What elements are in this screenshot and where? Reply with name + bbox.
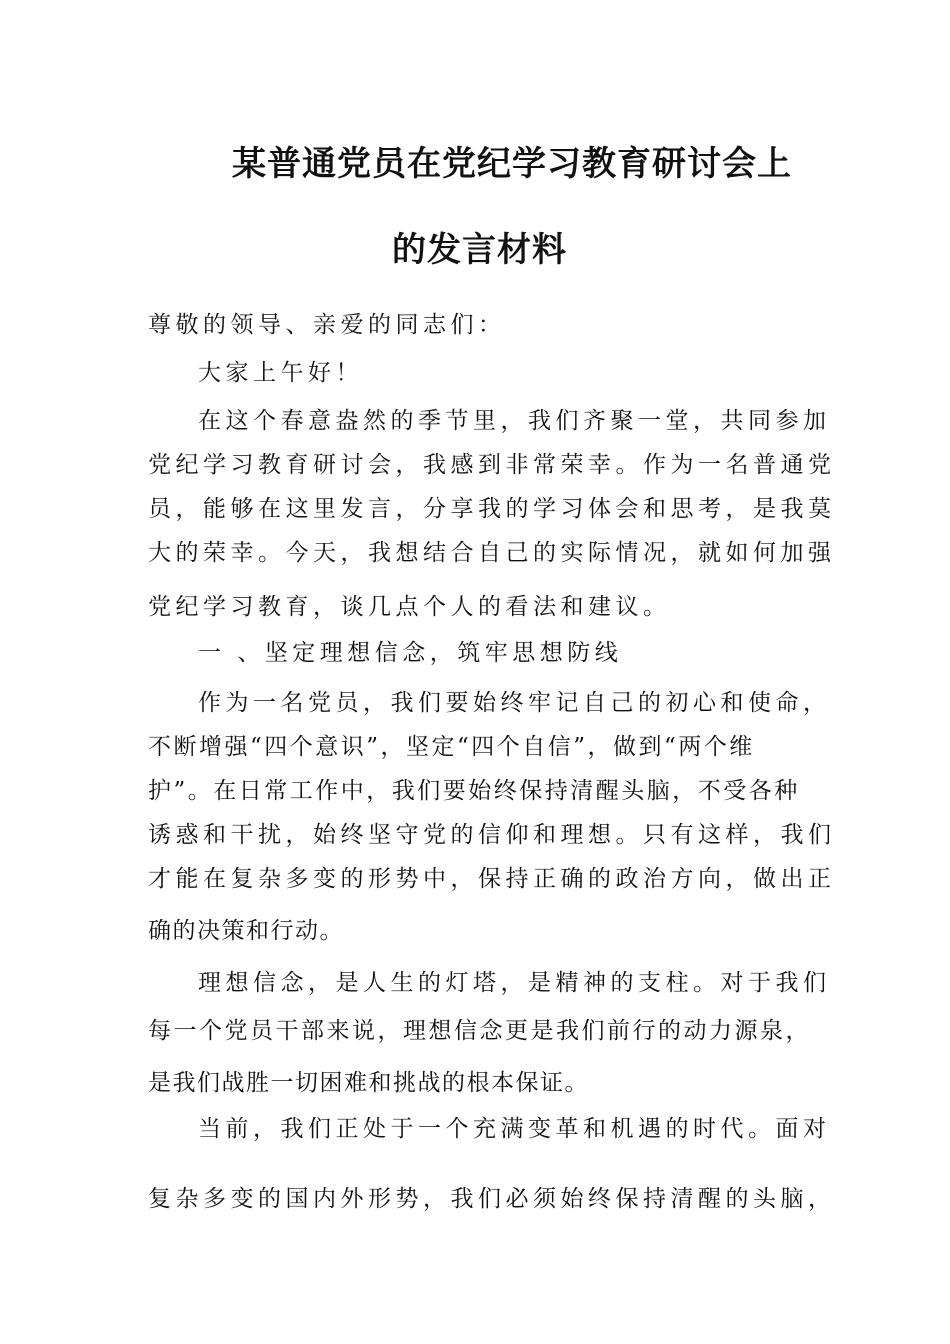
paragraph-line: 在这个春意盎然的季节里，我们齐聚一堂，共同参加 [198,408,831,434]
paragraph-line: 每一个党员干部来说，理想信念更是我们前行的动力源泉， [148,1018,811,1044]
paragraph-line: 大的荣幸。今天，我想结合自己的实际情况，就如何加强 [148,540,836,566]
paragraph-line: 复杂多变的国内外形势，我们必须始终保持清醒的头脑， [148,1186,836,1212]
paragraph-line: 理想信念，是人生的灯塔，是精神的支柱。对于我们 [198,970,831,996]
document-title-line-1: 某普通党员在党纪学习教育研讨会上 [232,144,792,184]
paragraph-line: 确的决策和行动。 [148,918,344,944]
paragraph-line: 党纪学习教育研讨会，我感到非常荣幸。作为一名普通党 [148,452,836,478]
section-heading: 一 、坚定理想信念，筑牢思想防线 [198,640,623,666]
paragraph-line: 护”。在日常工作中，我们要始终保持清醒头脑，不受各种 [148,778,800,804]
salutation: 尊敬的领导、亲爱的同志们： [148,312,506,338]
paragraph-line: 作为一名党员，我们要始终牢记自己的初心和使命， [198,690,831,716]
paragraph-line: 党纪学习教育，谈几点个人的看法和建议。 [148,594,671,620]
paragraph-line: 员，能够在这里发言，分享我的学习体会和思考，是我莫 [148,496,836,522]
paragraph-line: 诱惑和干扰，始终坚守党的信仰和理想。只有这样，我们 [148,822,836,848]
paragraph-line: 不断增强“四个意识”，坚定“四个自信”，做到“两个维 [148,734,755,760]
paragraph-line: 是我们战胜一切困难和挑战的根本保证。 [148,1070,589,1096]
paragraph-line: 当前，我们正处于一个充满变革和机遇的时代。面对 [198,1116,831,1142]
paragraph-line: 才能在复杂多变的形势中，保持正确的政治方向，做出正 [148,866,836,892]
greeting: 大家上午好！ [198,360,363,386]
document-title-line-2: 的发言材料 [392,230,567,270]
